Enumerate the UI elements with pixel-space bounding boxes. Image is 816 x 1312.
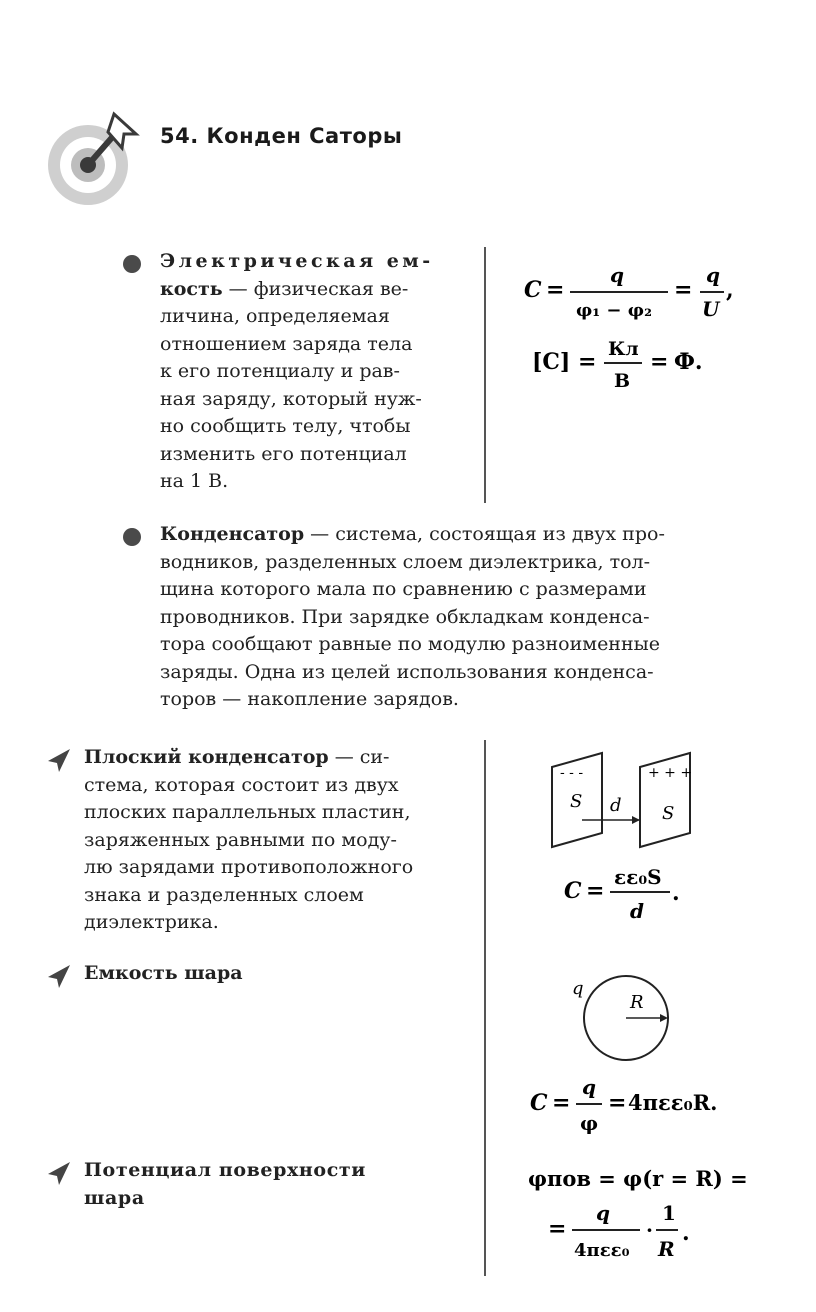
text-line: лю зарядами противоположного	[84, 856, 414, 878]
svg-text:1: 1	[662, 1201, 676, 1225]
svg-text:=: =	[578, 349, 597, 375]
svg-text:=: =	[608, 1090, 627, 1116]
text-line: — си-	[328, 746, 390, 768]
svg-text:q: q	[596, 1201, 610, 1225]
svg-text:[C]: [C]	[532, 349, 571, 375]
sphere-potential-formula-2	[544, 1200, 714, 1270]
text-line: заряженных равными по моду-	[84, 828, 397, 851]
sphere-diagram	[566, 972, 676, 1064]
svg-text:d: d	[630, 899, 644, 923]
pointer-arrow-icon	[46, 747, 72, 773]
svg-text:,: ,	[726, 277, 734, 303]
sphere-capacity-formula	[526, 1074, 726, 1138]
svg-text:4πεε₀R.: 4πεε₀R.	[628, 1090, 718, 1115]
svg-text:φпов = φ(r = R) =: φпов = φ(r = R) =	[528, 1166, 748, 1191]
svg-text:В: В	[614, 370, 631, 392]
svg-text:4πεε₀: 4πεε₀	[574, 1240, 630, 1261]
text-line: ная заряду, который нуж-	[160, 387, 422, 410]
svg-text:=: =	[650, 349, 669, 375]
flat-capacitor-definition	[84, 744, 460, 937]
divider-line	[484, 740, 486, 1276]
sphere-potential-formula-1	[524, 1160, 748, 1196]
heading-line: шара	[84, 1186, 145, 1209]
term-capacity-2: кость	[160, 277, 223, 300]
svg-text:Кл: Кл	[608, 338, 639, 360]
text-line: стема, которая состоит из двух	[84, 773, 399, 796]
svg-text:+ + +: + + +	[648, 765, 693, 781]
text-line: — физическая ве-	[222, 277, 409, 300]
svg-text:q: q	[706, 263, 720, 287]
text-line: знака и разделенных слоем	[84, 883, 364, 906]
svg-text:φ: φ	[580, 1111, 599, 1135]
heading-line: Потенциал поверхности	[84, 1159, 366, 1181]
svg-text:=: =	[552, 1090, 571, 1116]
svg-text:Ф.: Ф.	[674, 349, 703, 375]
svg-text:S: S	[570, 791, 583, 812]
text-line: щина которого мала по сравнению с размерами	[160, 578, 647, 600]
text-line: изменить его потенциал	[160, 442, 407, 465]
sphere-capacity-heading: Емкость шара	[84, 962, 243, 984]
bullet-icon	[123, 528, 141, 546]
text-line: но сообщить телу, чтобы	[160, 415, 411, 437]
pointer-arrow-icon	[46, 963, 72, 989]
flat-capacitor-formula	[560, 860, 690, 930]
svg-text:.: .	[672, 880, 680, 906]
pointer-arrow-icon	[46, 1160, 72, 1186]
svg-text:C: C	[524, 277, 542, 303]
svg-text:.: .	[682, 1220, 690, 1246]
svg-text:C: C	[564, 878, 582, 904]
svg-text:=: =	[548, 1216, 567, 1242]
text-line: тора сообщают равные по модулю разноименные	[160, 633, 661, 655]
svg-text:R: R	[630, 992, 644, 1013]
svg-text:·: ·	[646, 1218, 653, 1242]
bullet-icon	[123, 255, 141, 273]
divider-line	[484, 247, 486, 503]
svg-text:=: =	[586, 878, 605, 904]
flat-capacitor-diagram	[540, 745, 700, 855]
term-capacity: Электрическая ем-	[160, 250, 434, 272]
svg-text:- - -: - - -	[560, 765, 584, 781]
capacity-definition	[160, 248, 460, 496]
unit-formula	[528, 335, 718, 395]
sphere-potential-heading	[84, 1157, 366, 1212]
svg-text:S: S	[662, 803, 675, 824]
section-title: 54. Конден Саторы	[160, 124, 403, 148]
text-line: личина, определяемая	[160, 305, 390, 327]
text-line: отношением заряда тела	[160, 332, 413, 355]
term-capacitor: Конденсатор	[160, 523, 305, 545]
svg-text:q: q	[610, 263, 624, 287]
text-line: к его потенциалу и рав-	[160, 360, 400, 382]
text-line: торов — накопление зарядов.	[160, 688, 459, 710]
text-line: заряды. Одна из целей использования конденса-	[160, 660, 654, 683]
svg-text:q: q	[582, 1075, 596, 1099]
svg-text:R: R	[658, 1237, 675, 1261]
text-line: — система, состоящая из двух про-	[304, 523, 665, 545]
capacitor-definition	[160, 521, 735, 714]
svg-text:εε₀S: εε₀S	[614, 865, 662, 889]
svg-text:=: =	[674, 277, 693, 303]
text-line: плоских параллельных пластин,	[84, 801, 411, 823]
svg-text:d: d	[610, 795, 622, 816]
text-line: проводников. При зарядке обкладкам конденса-	[160, 605, 650, 628]
svg-text:U: U	[702, 297, 720, 321]
text-line: водников, разделенных слоем диэлектрика, тол-	[160, 550, 651, 573]
svg-text:=: =	[546, 277, 565, 303]
text-line: на 1 В.	[160, 470, 229, 492]
capacity-formula	[520, 262, 740, 332]
text-line: диэлектрика.	[84, 911, 219, 933]
svg-text:C: C	[530, 1090, 548, 1116]
term-flat-capacitor: Плоский конденсатор	[84, 746, 329, 768]
target-arrow-icon	[44, 112, 144, 212]
svg-text:q: q	[572, 978, 584, 999]
svg-text:φ₁ − φ₂: φ₁ − φ₂	[576, 300, 652, 321]
